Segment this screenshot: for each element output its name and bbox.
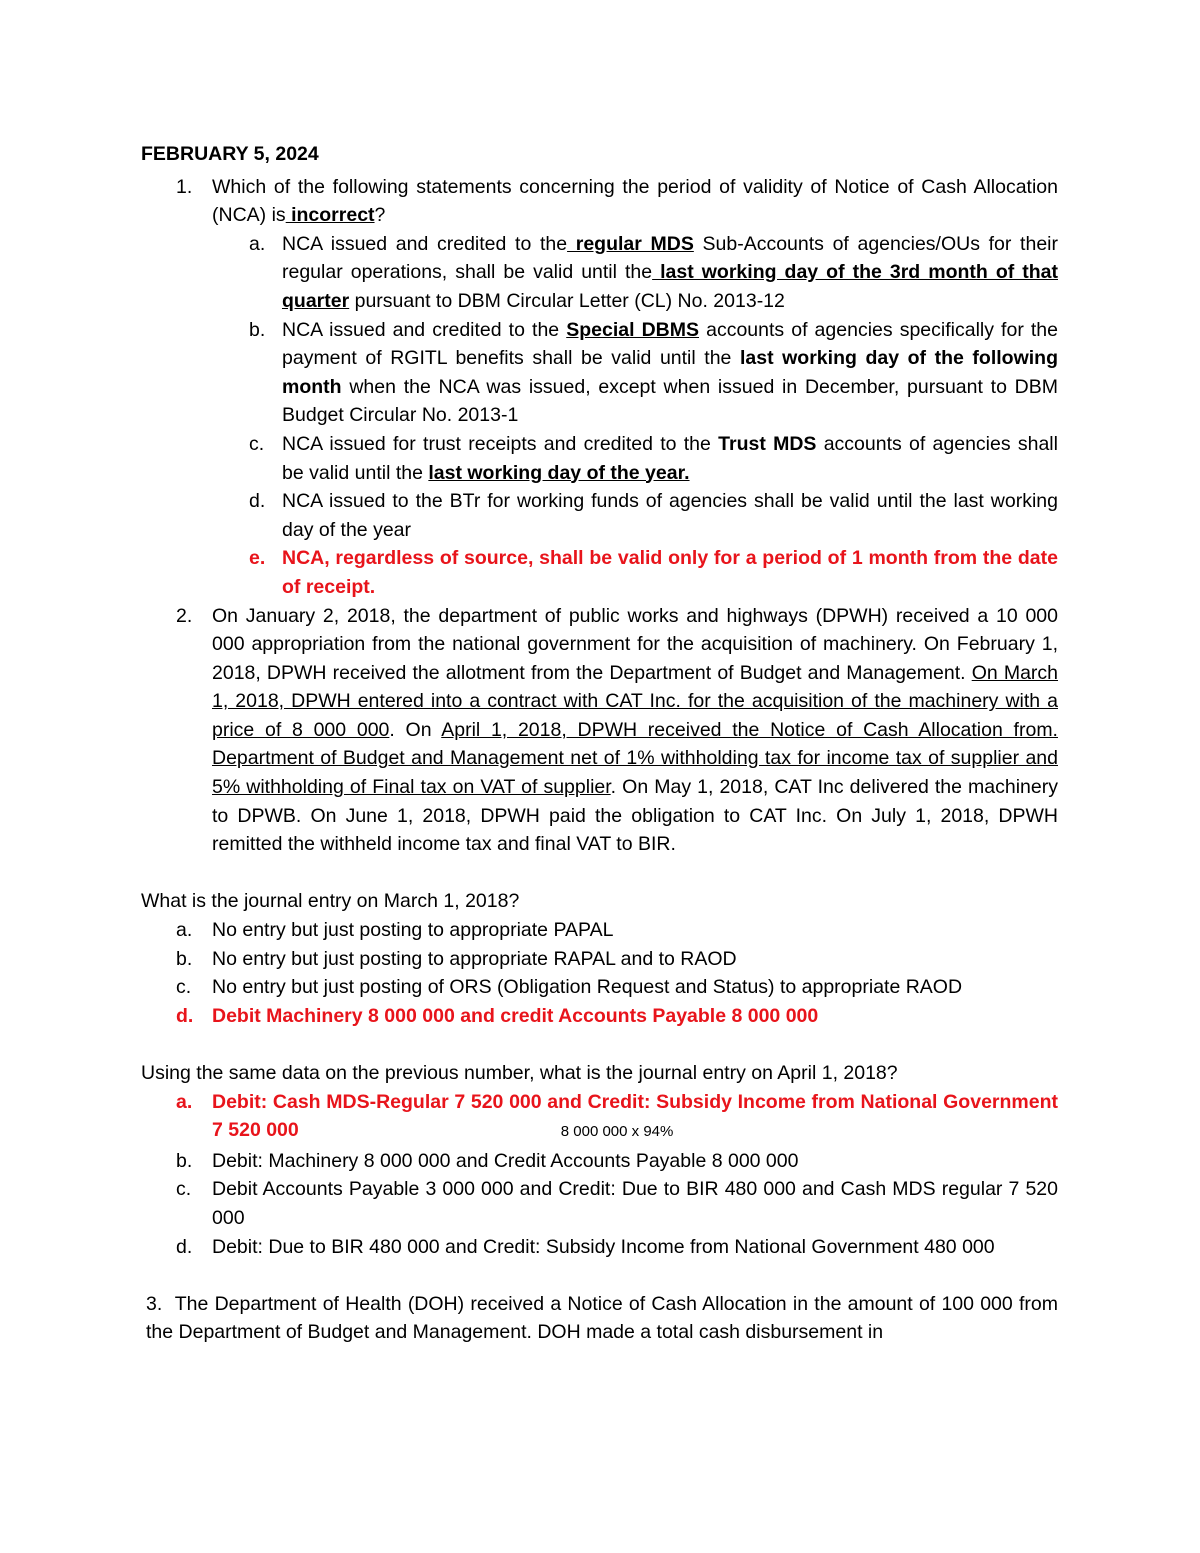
question-1 bbox=[141, 173, 1058, 230]
question-2a-option-a: a. No entry but just posting to appropriate PAPAL bbox=[176, 919, 614, 942]
document-date-heading: FEBRUARY 5, 2024 bbox=[141, 143, 319, 165]
question-2b-option-a-answer: a. Debit: Cash MDS-Regular 7 520 000 and Credit: Subsidy Income from National Government 7 520 000 8 000 000 x 94% bbox=[176, 1090, 1058, 1142]
question-1-option-d: d. NCA issued to the BTr for working funds of agencies shall be valid until the last working day of the year bbox=[249, 490, 1058, 541]
question-2a-option-d-answer: d. Debit Machinery 8 000 000 and credit Accounts Payable 8 000 000 bbox=[176, 1004, 819, 1027]
question-1-number: 1. bbox=[176, 175, 193, 198]
question-2-number: 2. bbox=[176, 604, 193, 627]
question-2a-prompt: What is the journal entry on March 1, 2018? bbox=[141, 890, 520, 913]
question-2-body: On January 2, 2018, the department of public works and highways (DPWH) received a 10 000 000 appropriation from the national government for the acquisition of machinery. On February 1, 2018, DPWH received the allotment from the Department of Budget and Management. On March 1, 2018, DPWH entered into a contract with CAT Inc. for the acquisition of the machinery with a price of 8 000 000. On April 1, 2018, DPWH received the Notice of Cash Allocation from. Department of Budget and Management net of 1% withholding tax for income tax of supplier and 5% withholding of Final tax on VAT of supplier. On May 1, 2018, CAT Inc delivered the machinery to DPWB. On June 1, 2018, DPWH paid the obligation to CAT Inc. On July 1, 2018, DPWH remitted the withheld income tax and final VAT to BIR. bbox=[212, 604, 1059, 856]
question-2b-option-d: d. Debit: Due to BIR 480 000 and Credit: Subsidy Income from National Government 480 000 bbox=[176, 1235, 995, 1258]
question-2 bbox=[141, 602, 1058, 859]
computation-note: 8 000 000 x 94% bbox=[560, 1123, 674, 1141]
question-1-option-b: b. NCA issued and credited to the Special DBMS accounts of agencies specifically for the payment of RGITL benefits shall be valid until the last working day of the following month when the NCA was issued, except when issued in December, pursuant to DBM Budget Circular No. 2013-1 bbox=[249, 318, 1059, 427]
question-1-stem: Which of the following statements concerning the period of validity of Notice of Cash Allocation (NCA) is incorrect? bbox=[212, 175, 1058, 227]
question-3-number: 3. bbox=[146, 1292, 163, 1315]
question-2b-option-b: b. Debit: Machinery 8 000 000 and Credit Accounts Payable 8 000 000 bbox=[176, 1149, 799, 1172]
question-2b-prompt: Using the same data on the previous number, what is the journal entry on April 1, 2018? bbox=[141, 1062, 898, 1084]
document-page bbox=[141, 140, 1058, 1347]
question-2b-option-c: c. Debit Accounts Payable 3 000 000 and Credit: Due to BIR 480 000 and Cash MDS regular 7 520 000 bbox=[176, 1178, 1058, 1229]
question-1-option-c: c. NCA issued for trust receipts and credited to the Trust MDS accounts of agencies shall be valid until the last working day of the year. bbox=[249, 432, 1058, 484]
question-2a-option-c: c. No entry but just posting of ORS (Obligation Request and Status) to appropriate RAOD bbox=[176, 976, 963, 999]
question-1-option-a: a. NCA issued and credited to the regular MDS Sub-Accounts of agencies/OUs for their regular operations, shall be valid until the last working day of the 3rd month of that quarter pursuant to DBM Circular Letter (CL) No. 2013-12 bbox=[249, 232, 1058, 312]
question-2a-option-b: b. No entry but just posting to appropriate RAPAL and to RAOD bbox=[176, 947, 737, 970]
question-3-body: The Department of Health (DOH) received a Notice of Cash Allocation in the amount of 100 000 from the Department of Budget and Management. DOH made a total cash disbursement in bbox=[146, 1292, 1058, 1344]
question-3 bbox=[141, 1290, 1058, 1347]
question-1-option-e-answer: e. NCA, regardless of source, shall be valid only for a period of 1 month from the date of receipt. bbox=[249, 547, 1058, 598]
